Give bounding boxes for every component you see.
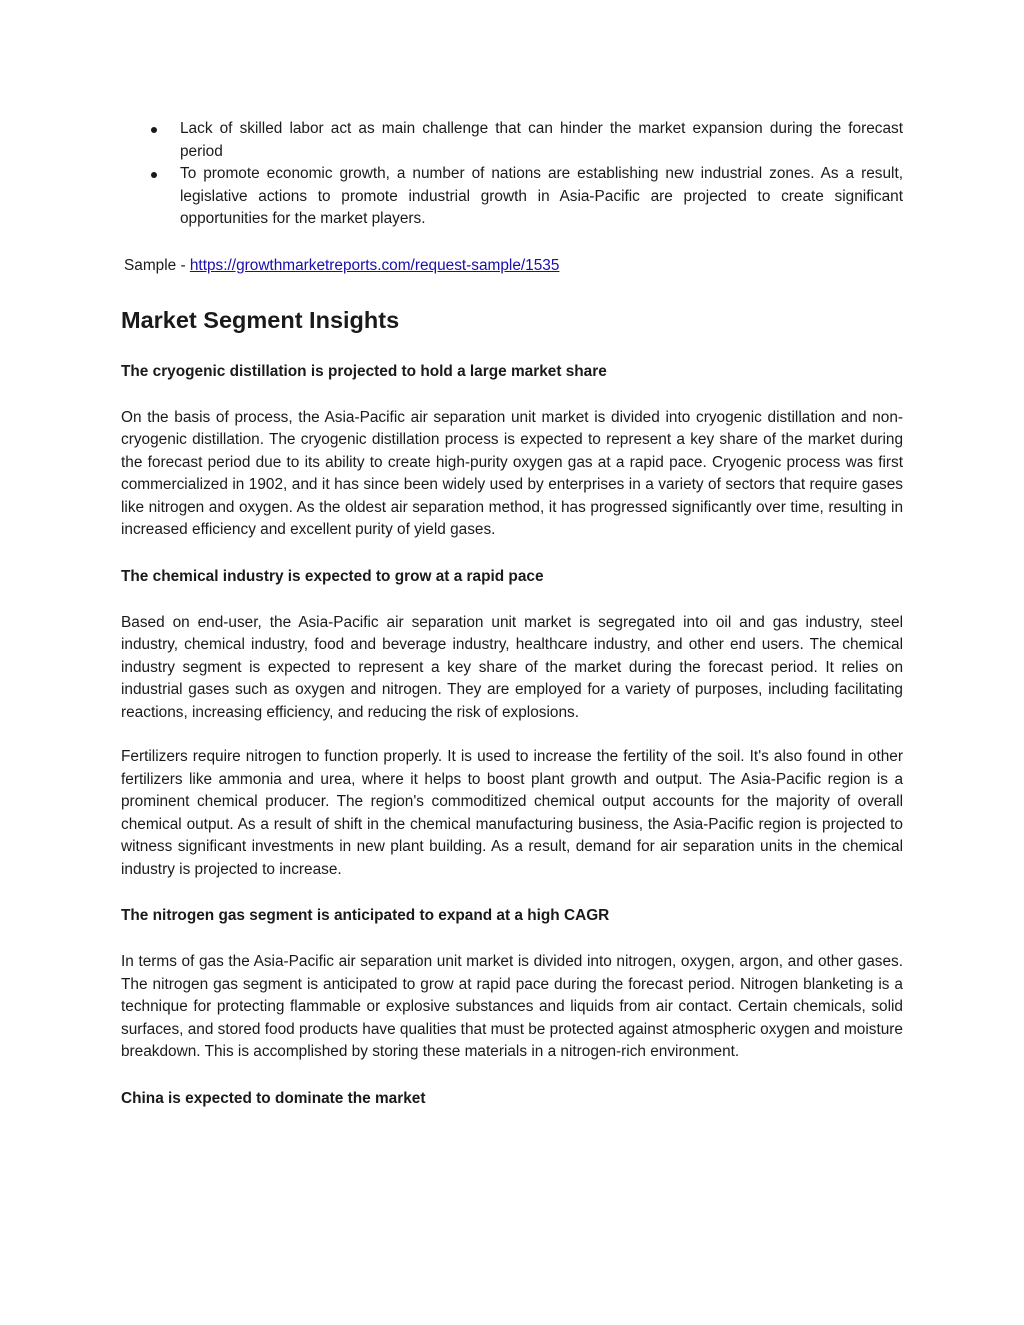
bullet-text: Lack of skilled labor act as main challenge that can hinder the market expansion during the forecast period [180,120,903,160]
bullet-text: To promote economic growth, a number of nations are establishing new industrial zones. As a result, legislative actions to promote industrial growth in Asia-Pacific are projected to create significant opportunities for the market players. [180,165,903,227]
section-paragraph-fertilizers: Fertilizers require nitrogen to function properly. It is used to increase the fertility of the soil. It's also found in other fertilizers like ammonia and urea, where it helps to boost plant growth and output. The Asia-Pacific region is a prominent chemical producer. The region's commoditized chemical output accounts for the majority of overall chemical output. As a result of shift in the chemical manufacturing business, the Asia-Pacific region is projected to witness significant investments in new plant building. As a result, demand for air separation units in the chemical industry is projected to increase. [121,748,903,878]
section-paragraph-gas: In terms of gas the Asia-Pacific air separation unit market is divided into nitrogen, oxygen, argon, and other gases. The nitrogen gas segment is anticipated to grow at rapid pace during the forecast period. Nitrogen blanketing is a technique for protecting flammable or explosive substances and liquids from air contact. Certain chemicals, solid surfaces, and stored food products have qualities that must be protected against atmospheric oxygen and moisture breakdown. This is accomplished by storing these materials in a nitrogen-rich environment. [121,953,903,1060]
section-paragraph-end-user: Based on end-user, the Asia-Pacific air separation unit market is segregated into oil and gas industry, steel industry, chemical industry, food and beverage industry, healthcare industry, and other end users. The chemical industry segment is expected to represent a key share of the market during the forecast period. It relies on industrial gases such as oxygen and nitrogen. They are employed for a variety of purposes, including facilitating reactions, increasing efficiency, and reducing the risk of explosions. [121,613,903,721]
sample-link[interactable]: https://growthmarketreports.com/request-sample/1535 [189,256,560,274]
section-paragraph-process: On the basis of process, the Asia-Pacific air separation unit market is divided into cryogenic distillation and non-cryogenic distillation. The cryogenic distillation process is expected to represent a key share of the market during the forecast period due to its ability to create high-purity oxygen gas at a rapid pace. Cryogenic process was first commercialized in 1902, and it has since been widely used by enterprises in a variety of sectors that require gases like nitrogen and oxygen. As the oldest air separation method, it has progressed significantly over time, resulting in increased efficiency and excellent purity of yield gases. [121,408,903,538]
bullet-dot-icon [151,172,157,178]
bullet-dot-icon [151,127,157,133]
section-heading-end-user: The chemical industry is expected to grow at a rapid pace [121,567,544,585]
bullet-list [121,118,903,231]
page-title: Market Segment Insights [121,306,400,333]
sample-label: Sample - [124,256,190,274]
section-heading-process: The cryogenic distillation is projected to hold a large market share [121,362,607,380]
document-page [121,118,903,1110]
section-heading-china: China is expected to dominate the market [121,1089,426,1107]
bullet-item [121,163,903,231]
bullet-item [121,118,903,163]
section-heading-gas: The nitrogen gas segment is anticipated to expand at a high CAGR [121,907,610,924]
sample-line [121,255,903,277]
